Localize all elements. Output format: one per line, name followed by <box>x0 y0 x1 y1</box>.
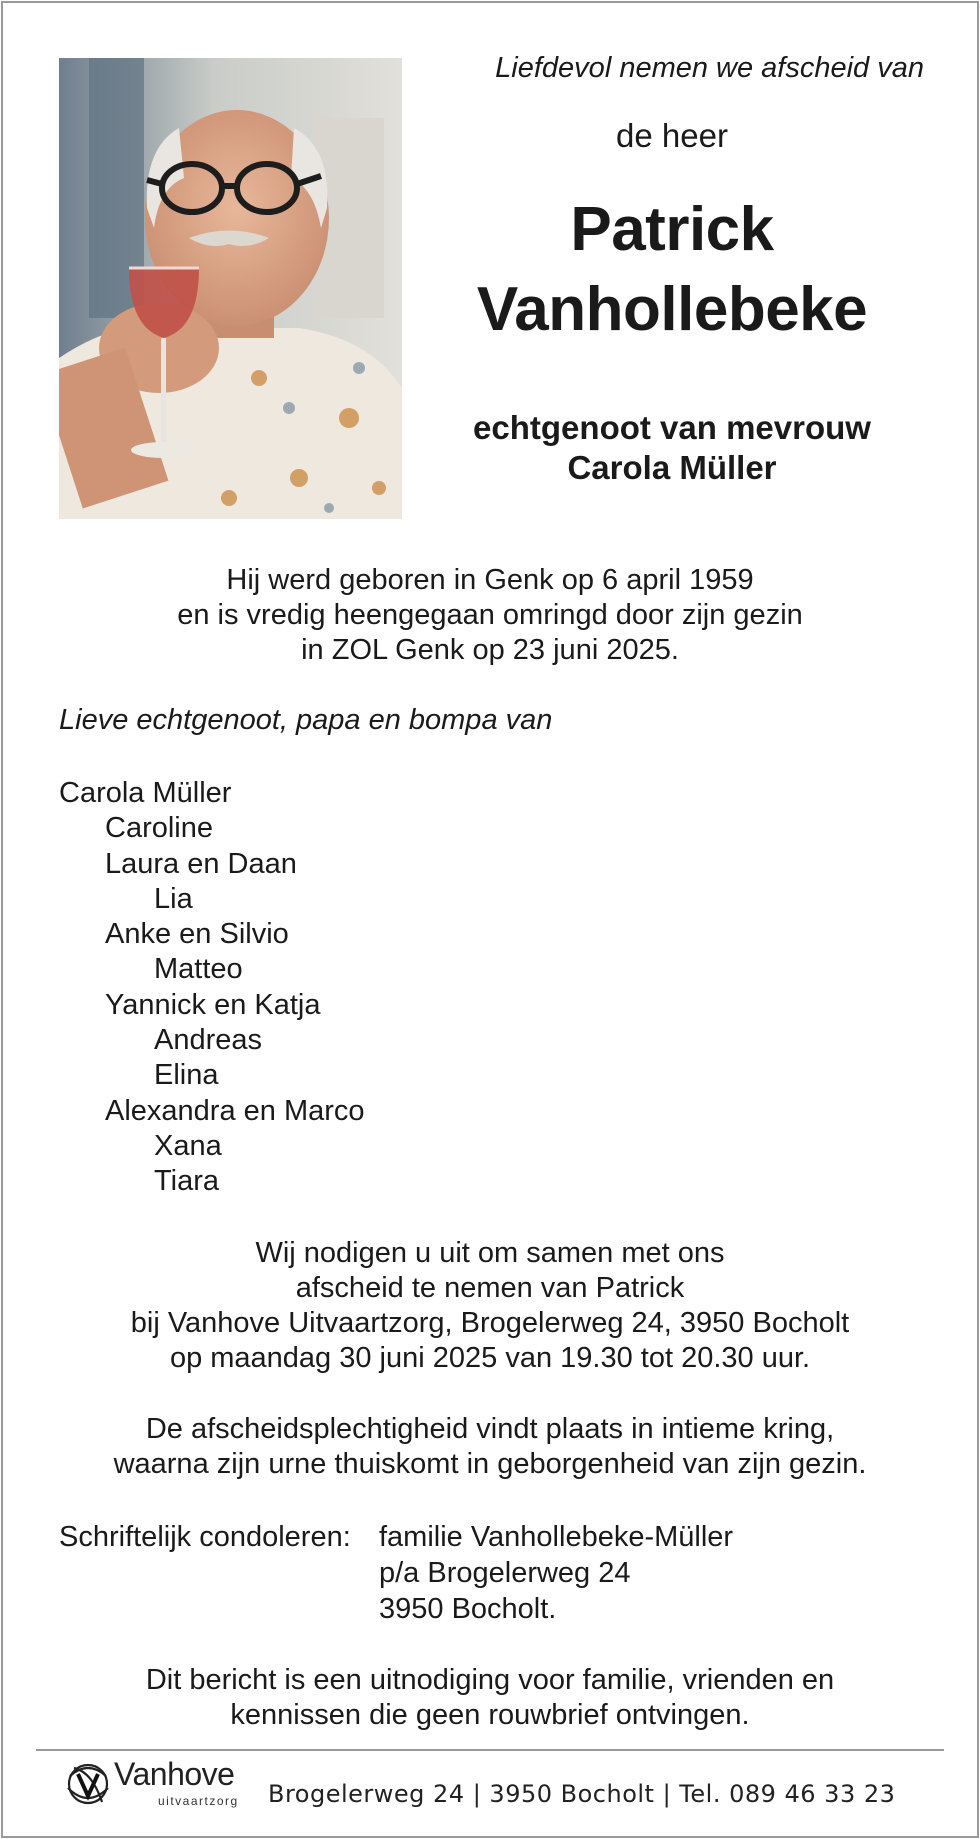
family-member: Andreas <box>154 1024 263 1057</box>
condolences-line-2: p/a Brogelerweg 24 <box>379 1557 631 1589</box>
footer-divider <box>36 1749 944 1751</box>
family-member: Tiara <box>154 1165 219 1198</box>
condolences-label: Schriftelijk condoleren: <box>59 1521 351 1553</box>
family-member: Xana <box>154 1129 222 1162</box>
birth-line-2: en is vredig heengegaan omringd door zijn gezin <box>177 599 803 631</box>
condolences-line-1: familie Vanhollebeke-Müller <box>379 1521 734 1553</box>
birth-line-3: in ZOL Genk op 23 juni 2025. <box>301 634 679 666</box>
intro-line: Liefdevol nemen we afscheid van <box>495 52 924 84</box>
family-member: Yannick en Katja <box>105 988 321 1021</box>
notice-line-2: kennissen die geen rouwbrief ontvingen. <box>230 1699 750 1731</box>
birth-line-1: Hij werd geboren in Genk op 6 april 1959 <box>226 564 754 596</box>
last-name: Vanhollebeke <box>476 275 868 344</box>
spouse-name: Carola Müller <box>567 449 777 486</box>
family-member: Carola Müller <box>59 777 232 809</box>
family-intro: Lieve echtgenoot, papa en bompa van <box>59 704 553 736</box>
invitation-line-3: bij Vanhove Uitvaartzorg, Brogelerweg 24, 3950 Bocholt <box>130 1307 850 1339</box>
notice-block <box>40 1663 940 1733</box>
invitation-line-1: Wij nodigen u uit om samen met ons <box>255 1237 725 1269</box>
family-member: Laura en Daan <box>105 847 297 880</box>
logo-subtitle: uitvaartzorg <box>158 1794 239 1808</box>
deceased-name <box>420 190 924 350</box>
family-list <box>59 776 365 1200</box>
ceremony-line-1: De afscheidsplechtigheid vindt plaats in intieme kring, <box>145 1413 835 1445</box>
ceremony-block <box>40 1412 940 1482</box>
spouse-line-1: echtgenoot van mevrouw <box>473 409 871 446</box>
first-name: Patrick <box>570 195 774 264</box>
footer-address: Brogelerweg 24 | 3950 Bocholt | Tel. 089 46 33 23 <box>268 1780 896 1808</box>
invitation-line-4: op maandag 30 juni 2025 van 19.30 tot 20.30 uur. <box>169 1342 811 1374</box>
ceremony-line-2: waarna zijn urne thuiskomt in geborgenheid van zijn gezin. <box>113 1448 867 1480</box>
portrait-illustration <box>59 58 402 519</box>
birth-block <box>40 563 940 668</box>
family-member: Elina <box>154 1059 219 1092</box>
honorific: de heer <box>616 117 728 154</box>
spouse-block <box>420 408 924 488</box>
notice-line-1: Dit bericht is een uitnodiging voor familie, vrienden en <box>145 1664 835 1696</box>
invitation-line-2: afscheid te nemen van Patrick <box>295 1272 685 1304</box>
family-member: Alexandra en Marco <box>105 1094 365 1127</box>
condolences-line-3: 3950 Bocholt. <box>379 1593 557 1625</box>
vanhove-emblem-icon <box>62 1758 114 1810</box>
family-member: Anke en Silvio <box>105 918 289 951</box>
vanhove-logo <box>62 1756 252 1814</box>
logo-name: Vanhove <box>114 1756 235 1792</box>
family-member: Matteo <box>154 953 243 986</box>
invitation-block <box>40 1236 940 1376</box>
portrait-photo <box>59 58 402 519</box>
family-member: Caroline <box>105 812 213 845</box>
condolences-address <box>379 1519 733 1627</box>
family-member: Lia <box>154 882 193 915</box>
